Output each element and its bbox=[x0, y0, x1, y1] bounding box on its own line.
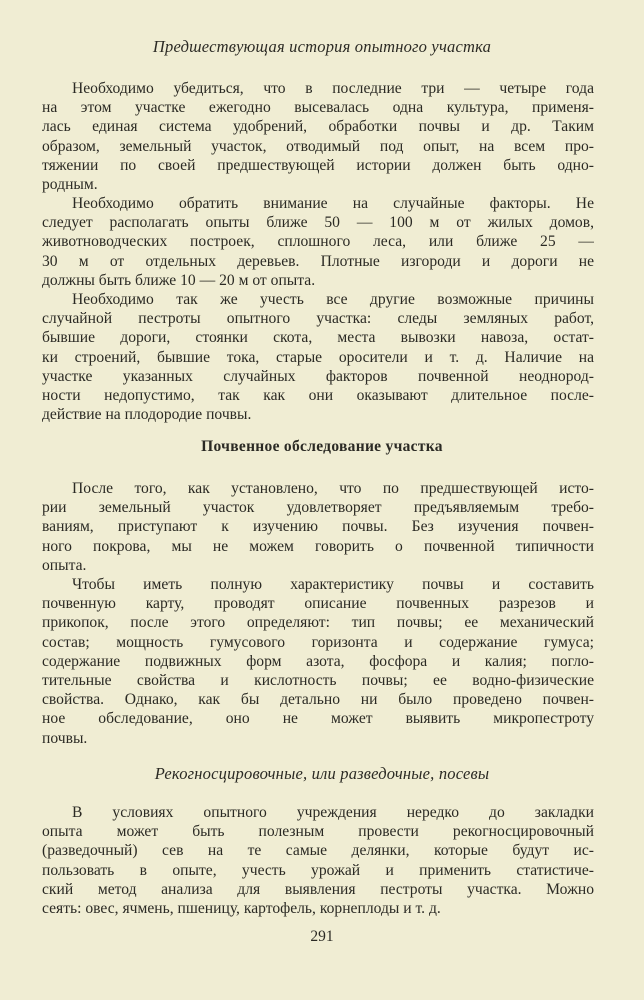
paragraph-history-2 bbox=[42, 194, 594, 290]
text-line: состав; мощность гумусового горизонта и содержание гумуса; bbox=[42, 633, 594, 651]
text-line: участке указанных случайных факторов почвенной неоднород- bbox=[42, 367, 594, 385]
paragraph-history-3 bbox=[42, 290, 594, 424]
text-line: опыта может быть полезным провести рекогносцировочный bbox=[42, 823, 594, 841]
text-line: почвенную карту, проводят описание почвенных разрезов и bbox=[42, 595, 594, 613]
text-line: бывшие дороги, стоянки скота, места вывозки навоза, остат- bbox=[42, 329, 594, 347]
paragraph-soil-1 bbox=[42, 479, 594, 575]
text-line: должны быть ближе 10 — 20 м от опыта. bbox=[42, 271, 316, 289]
text-line: ного покрова, мы не можем говорить о почвенной типичности bbox=[42, 537, 594, 555]
text-line: действие на плодородие почвы. bbox=[42, 406, 252, 424]
text-line: тяжении по своей предшествующей истории должен быть одно- bbox=[42, 156, 594, 174]
text-line: пользовать в опыте, учесть урожай и применить статистиче- bbox=[42, 861, 594, 879]
section-title-soil: Почвенное обследование участка bbox=[201, 438, 443, 455]
text-line: почвы. bbox=[42, 729, 88, 747]
text-line: свойства. Однако, как бы детально ни было проведено почвен- bbox=[42, 691, 594, 709]
paragraph-history-1 bbox=[42, 79, 594, 194]
page-number: 291 bbox=[310, 928, 334, 945]
text-line: Необходимо обратить внимание на случайные факторы. Не bbox=[72, 195, 594, 212]
paragraph-recon-1 bbox=[42, 803, 594, 918]
text-line: ский метод анализа для выявления пестроты участка. Можно bbox=[42, 880, 594, 898]
text-line: После того, как установлено, что по предшествующей исто- bbox=[72, 480, 594, 497]
text-line: содержание подвижных форм азота, фосфора и калия; погло- bbox=[42, 652, 594, 670]
text-line: тительные свойства и кислотность почвы; ее водно-физические bbox=[42, 671, 594, 689]
text-line: В условиях опытного учреждения нередко до закладки bbox=[72, 804, 594, 821]
text-line: ки строений, бывшие тока, старые оросители и т. д. Наличие на bbox=[42, 348, 594, 366]
text-line: ное обследование, оно не может выявить микропестроту bbox=[42, 710, 594, 728]
text-line: сеять: овес, ячмень, пшеницу, картофель, корнеплоды и т. д. bbox=[42, 899, 441, 917]
text-line: образом, земельный участок, отводимый под опыт, на всем про- bbox=[42, 137, 594, 155]
text-line: рии земельный участок удовлетворяет предъявляемым требо- bbox=[42, 499, 594, 517]
text-line: ности недопустимо, так как они оказывают длительное после- bbox=[42, 386, 594, 404]
text-line: на этом участке ежегодно высевалась одна культура, применя- bbox=[42, 99, 594, 117]
text-line: Чтобы иметь полную характеристику почвы и составить bbox=[72, 576, 594, 593]
text-line: Необходимо убедиться, что в последние три — четыре года bbox=[72, 80, 594, 97]
text-line: лась единая система удобрений, обработки почвы и др. Таким bbox=[42, 118, 594, 136]
section-title-recon: Рекогносцировочные, или разведочные, посевы bbox=[154, 764, 490, 783]
text-line: следует располагать опыты ближе 50 — 100 м от жилых домов, bbox=[42, 214, 594, 232]
paragraph-soil-2 bbox=[42, 575, 594, 748]
text-line: животноводческих построек, сплошного леса, или ближе 25 — bbox=[42, 233, 594, 251]
text-line: опыта. bbox=[42, 556, 87, 574]
text-line: ваниям, приступают к изучению почвы. Без изучения почвен- bbox=[42, 518, 594, 536]
text-line: случайной пестроты опытного участка: следы земляных работ, bbox=[42, 310, 594, 328]
text-line: родным. bbox=[42, 175, 98, 193]
text-line: (разведочный) сев на те самые делянки, которые будут ис- bbox=[42, 842, 594, 860]
text-line: прикопок, после этого определяют: тип почвы; ее механический bbox=[42, 614, 594, 632]
text-line: 30 м от отдельных деревьев. Плотные изгороди и дороги не bbox=[42, 252, 594, 270]
text-line: Необходимо так же учесть все другие возможные причины bbox=[72, 291, 594, 308]
running-header: Предшествующая история опытного участка bbox=[152, 37, 492, 56]
